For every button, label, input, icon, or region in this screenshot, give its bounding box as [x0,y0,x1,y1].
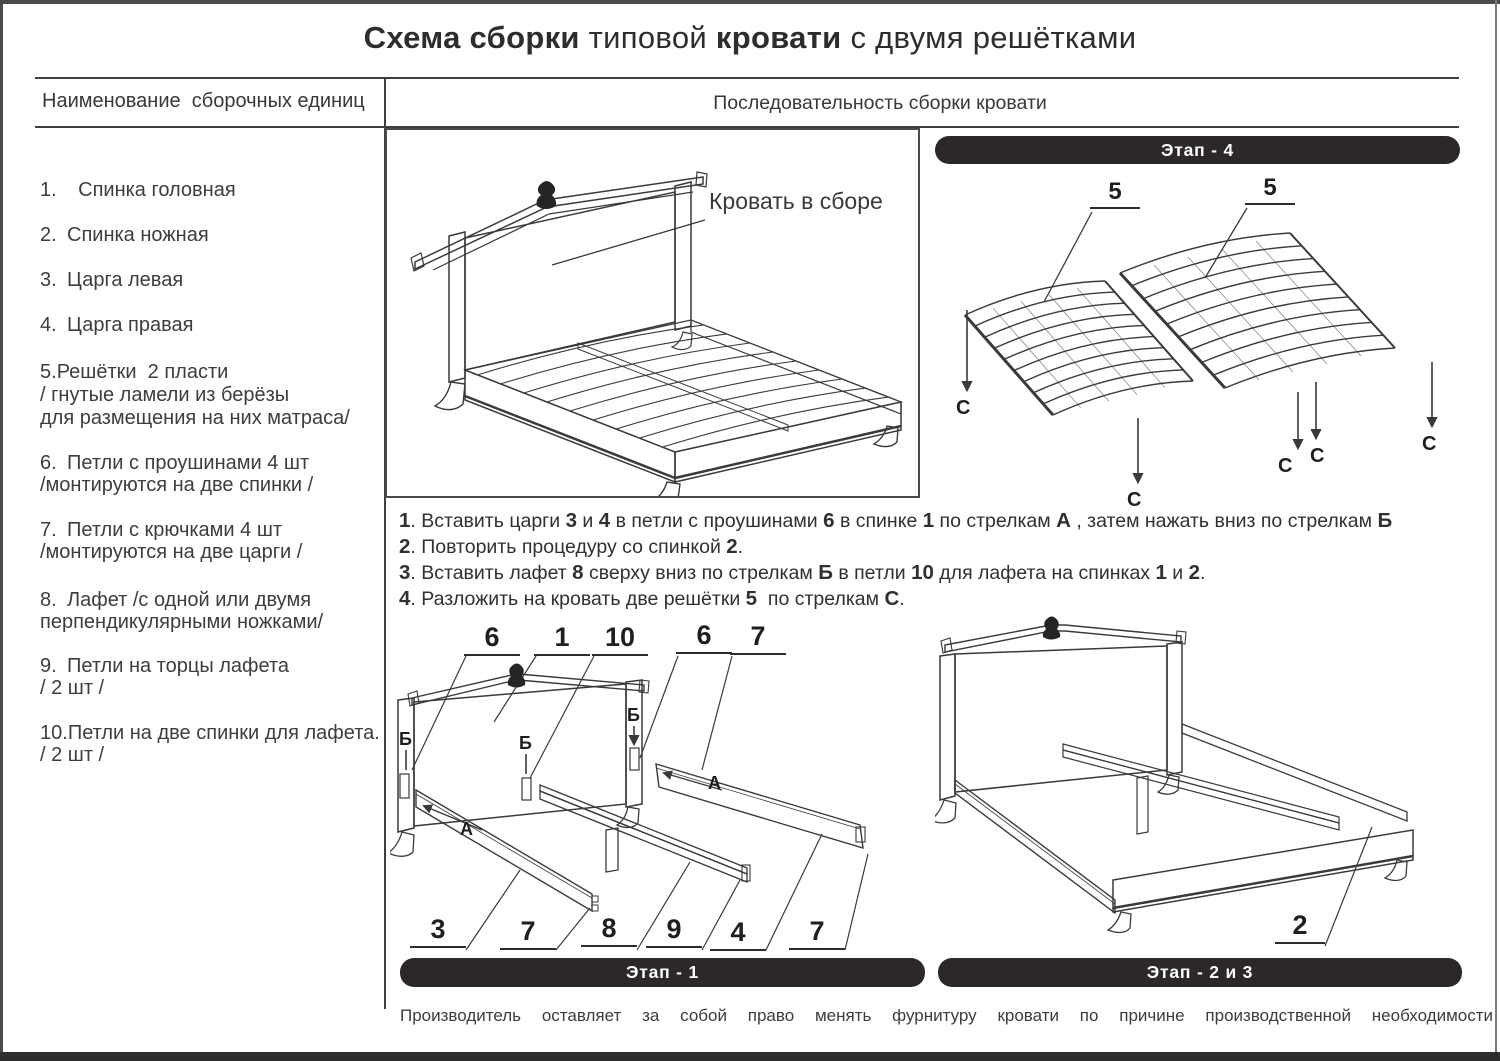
part-number: 8. [40,589,57,611]
side-rail-right [656,764,863,848]
arrow-letter-a: А [460,819,473,839]
part-ref-label: 8 [581,915,637,947]
step-3: 3. Вставить лафет 8 сверху вниз по стрелкам Б в петли 10 для лафета на спинках 1 и 2. [399,561,1206,584]
bed-frame-drawing [935,612,1465,957]
bed-foot [874,426,898,446]
leader-line [1325,827,1372,946]
part-name: Петли на торцы лафета [67,655,290,677]
part-ref-label: 3 [410,916,466,948]
headboard-ornament [537,181,557,209]
parts-item-6-note: /монтируются на две спинки / [40,474,314,496]
part-name: Петли на две спинки для лафета. [67,722,380,744]
grate-label: 5 [1090,180,1140,209]
part-number: 1. [40,179,57,201]
part-name: Петли с проушинами 4 шт [67,452,310,474]
hinge-plate [522,778,531,800]
assembled-bed-drawing [387,130,918,496]
parts-item-4 [40,314,193,337]
parts-item-10 [40,722,380,745]
stage-4-panel [930,130,1500,522]
exploded-headboard-drawing [390,622,935,957]
part-ref-label: 7 [500,918,556,950]
lafet-beam [1063,744,1339,823]
part-name: Решётки 2 пласти [56,361,229,383]
manufacturer-note: Производитель оставляет за собой право менять фурнитуру кровати по причине производственной необходимости [400,1006,1493,1025]
bed-foot [390,832,414,856]
near-rail [955,780,1115,913]
arrow-a [424,806,482,830]
part-ref-label: 2 [1275,912,1325,944]
center-beam [578,343,788,431]
arrow-letter-c: С [956,397,971,419]
part-name: Царга левая [67,269,184,291]
headboard-panel [955,646,1167,792]
part-ref-label: 6 [676,622,732,654]
lafet-leg [606,828,618,872]
stage-1-pill [400,958,925,987]
headboard-panel [414,684,626,826]
parts-item-2 [40,224,209,247]
parts-item-9 [40,655,289,678]
scan-edge-top [0,0,1500,4]
stage-4-pill-label: Этап - 4 [1160,139,1234,160]
part-name: Спинка головная [78,179,236,201]
column-header-right: Последовательность сборки кровати [713,92,1047,114]
page-title: Схема сборки типовой кровати с двумя решётками [363,20,1137,55]
stage-1-panel [390,622,935,957]
part-number: 3. [40,269,57,291]
part-name: Спинка ножная [67,224,209,246]
stage-2-3-panel [935,612,1465,957]
stage-1-pill-label: Этап - 1 [625,962,699,982]
left-grate-slats [965,281,1193,415]
part-number: 5. [40,361,57,383]
step-1: 1. Вставить царги 3 и 4 в петли с проушинами 6 в спинке 1 по стрелкам А , затем нажать вниз по стрелкам Б [399,509,1393,532]
part-ref-label: 9 [646,916,702,948]
parts-item-7 [40,519,282,542]
bed-foot [1385,860,1407,880]
parts-item-7-note: /монтируются на две царги / [40,541,303,563]
parts-item-5 [40,361,228,384]
arrow-letter-c: С [1422,433,1437,455]
arrow-letter-b: Б [519,733,532,753]
arrow-letter-b: Б [627,705,640,725]
scan-edge-left [0,0,3,1061]
arrow-letter-b: Б [399,729,412,749]
part-ref-label: 1 [534,624,590,656]
hinge-plate [400,774,409,798]
parts-item-1 [40,179,236,202]
right-grate-slats [1120,233,1395,388]
part-number: 2. [40,224,57,246]
part-ref-label: 10 [592,624,648,656]
part-number: 7. [40,519,57,541]
parts-item-9-note: / 2 шт / [40,677,105,699]
arrow-letter-c: С [1278,455,1293,477]
grate-label: 5 [1245,176,1295,205]
part-ref-label: 7 [789,918,845,950]
parts-item-8 [40,589,311,612]
part-number: 9. [40,655,57,677]
stage-2-3-pill-label: Этап - 2 и 3 [1146,962,1254,982]
parts-item-10-note: / 2 шт / [40,744,105,766]
part-ref-label: 4 [710,919,766,951]
headboard-ornament [1043,617,1060,640]
part-name: Лафет /с одной или двумя [67,589,312,611]
part-name: Петли с крючками 4 шт [67,519,283,541]
arrow-letter-c: С [1127,489,1142,511]
arrow-letter-c: С [1310,445,1325,467]
bed-foot [652,482,680,496]
bed-foot [1108,912,1131,932]
part-ref-label: 6 [464,624,520,656]
leader-lines-top [412,656,732,778]
slat-bases-drawing [930,130,1500,522]
assembled-bed-panel [385,128,920,498]
part-ref-label: 7 [730,623,786,655]
parts-item-5-note: для размещения на них матраса/ [40,407,350,429]
lafet-leg [1137,776,1148,834]
parts-item-6 [40,452,309,475]
lafet-beam [540,785,747,874]
part-name: Царга правая [67,314,194,336]
headboard-panel [465,192,675,370]
parts-item-8-note: перпендикулярными ножками/ [40,611,324,633]
stage-2-3-pill [938,958,1462,987]
rule-under-title [35,77,1459,79]
part-number: 10. [40,722,68,744]
step-2: 2. Повторить процедуру со спинкой 2. [399,535,744,558]
step-4: 4. Разложить на кровать две решётки 5 по стрелкам С. [399,587,905,610]
part-number: 4. [40,314,57,336]
parts-item-3 [40,269,183,292]
scan-edge-bottom [0,1052,1500,1061]
parts-item-5-note: / гнутые ламели из берёзы [40,384,290,406]
far-rail [1182,724,1407,821]
arrow-letter-a: А [708,773,721,793]
assembled-bed-caption: Кровать в сборе [709,188,883,214]
column-header-left: Наименование сборочных единиц [42,90,365,112]
bed-foot [935,800,956,823]
hinge-plate [630,748,639,770]
bed-foot [435,382,465,410]
part-number: 6. [40,452,57,474]
